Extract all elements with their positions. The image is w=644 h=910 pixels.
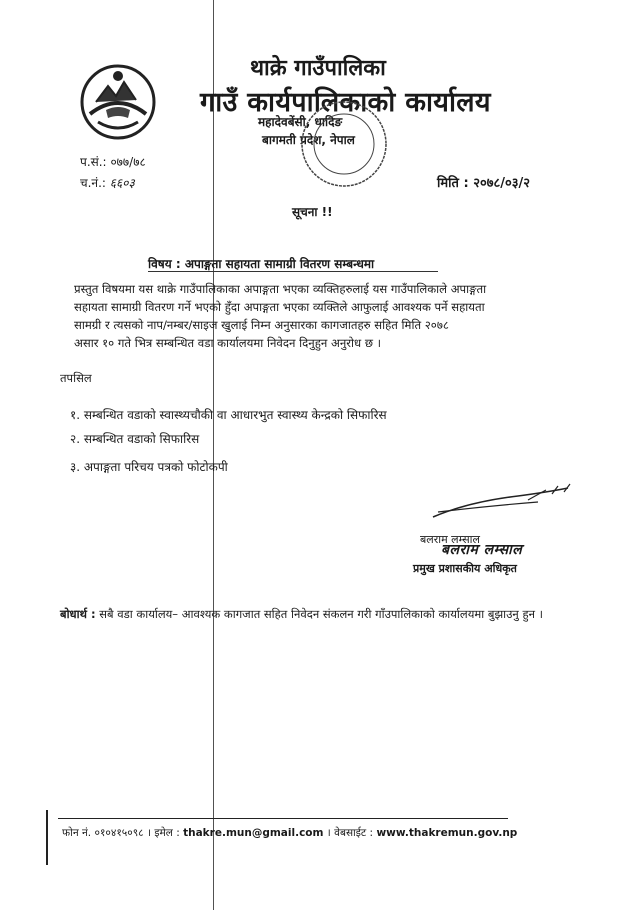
subject-line [148, 255, 374, 272]
phone-number: ०१०४१५०९८ [94, 827, 144, 839]
footer-contact: फोन नं. ०१०४१५०९८ । इमेल : thakre.mun@gmail.com । वेबसाईट : www.thakremun.gov.np [62, 827, 518, 839]
body-line: सामग्री र त्यसको नाप/नम्बर/साइज खुलाई निम्न अनुसारका कागजातहरु सहित मिति २०७८ [74, 318, 449, 332]
footer-divider [58, 818, 508, 819]
requirement-item: १. सम्बन्धित वडाको स्वास्थ्यचौकी वा आधारभुत स्वास्थ्य केन्द्रको सिफारिस [70, 408, 387, 422]
signatory-name-stamp: बलराम लम्साल [441, 542, 523, 558]
requirement-item: ३. अपाङ्गता परिचय पत्रको फोटोकपी [70, 460, 228, 474]
body-line: सहायता सामाग्री वितरण गर्ने भएको हुँदा अपाङ्गता भएका व्यक्तिले आफुलाई आवश्यक पर्ने सहायता [74, 300, 485, 314]
body-line: असार १० गते भित्र सम्बन्धित वडा कार्यालयमा निवेदन दिनुहुन अनुरोध छ । [74, 336, 382, 350]
subject-text: अपाङ्गता सहायता सामाग्री वितरण सम्बन्धमा [184, 257, 375, 271]
reference-label: प.सं.: [80, 155, 107, 169]
cc-text: सबै वडा कार्यालय– आवश्यक कागजात सहित निवेदन संकलन गरी गाँउपालिकाको कार्यालयमा बुझाउनु हुन । [99, 607, 543, 621]
phone-label: फोन नं. [62, 827, 92, 839]
notice-title: सूचना !! [292, 205, 333, 219]
email-label: इमेल : [154, 827, 180, 839]
body-line: प्रस्तुत विषयमा यस थाक्रे गाउँपालिकाका अपाङ्गता भएका व्यक्तिहरुलाई यस गाउँपालिकाले अपाङ्गता [74, 282, 487, 296]
date-value: २०७८/०३/२ [473, 176, 531, 191]
subject-label: विषय : [148, 257, 181, 271]
signatory-name: बलराम लम्साल [420, 533, 480, 546]
nepal-emblem-logo [78, 62, 158, 142]
date-label: मिति : [437, 176, 469, 191]
cc-label: बोधार्थ : [60, 607, 96, 621]
website-label: वेबसाईट : [334, 827, 374, 839]
website-link[interactable]: www.thakremun.gov.np [376, 827, 518, 839]
dispatch-number [80, 174, 135, 191]
scan-fold-line [213, 0, 214, 910]
email-address[interactable]: thakre.mun@gmail.com [183, 827, 324, 839]
requirement-item: २. सम्बन्धित वडाको सिफारिस [70, 432, 200, 446]
body-paragraph [74, 280, 584, 352]
office-name: गाउँ कार्यपालिकाको कार्यालय [200, 87, 491, 118]
office-province: बागमती प्रदेश, नेपाल [262, 133, 355, 147]
details-heading: तपसिल [60, 371, 92, 385]
cc-note [60, 605, 560, 624]
municipality-name: थाक्रे गाउँपालिका [250, 56, 386, 81]
reference-number [80, 153, 146, 170]
dispatch-label: च.नं.: [80, 176, 106, 190]
reference-value: ०७७/७८ [110, 155, 146, 169]
office-location: महादेवबेंसी, धादिङ [258, 115, 343, 129]
dispatch-value: ६६०३ [109, 176, 135, 190]
handwritten-signature [428, 482, 578, 522]
letter-date [437, 173, 530, 191]
scan-edge-mark [46, 810, 48, 865]
office-stamp [298, 98, 390, 190]
subject-underline [148, 271, 438, 272]
signatory-title: प्रमुख प्रशासकीय अधिकृत [413, 562, 517, 575]
